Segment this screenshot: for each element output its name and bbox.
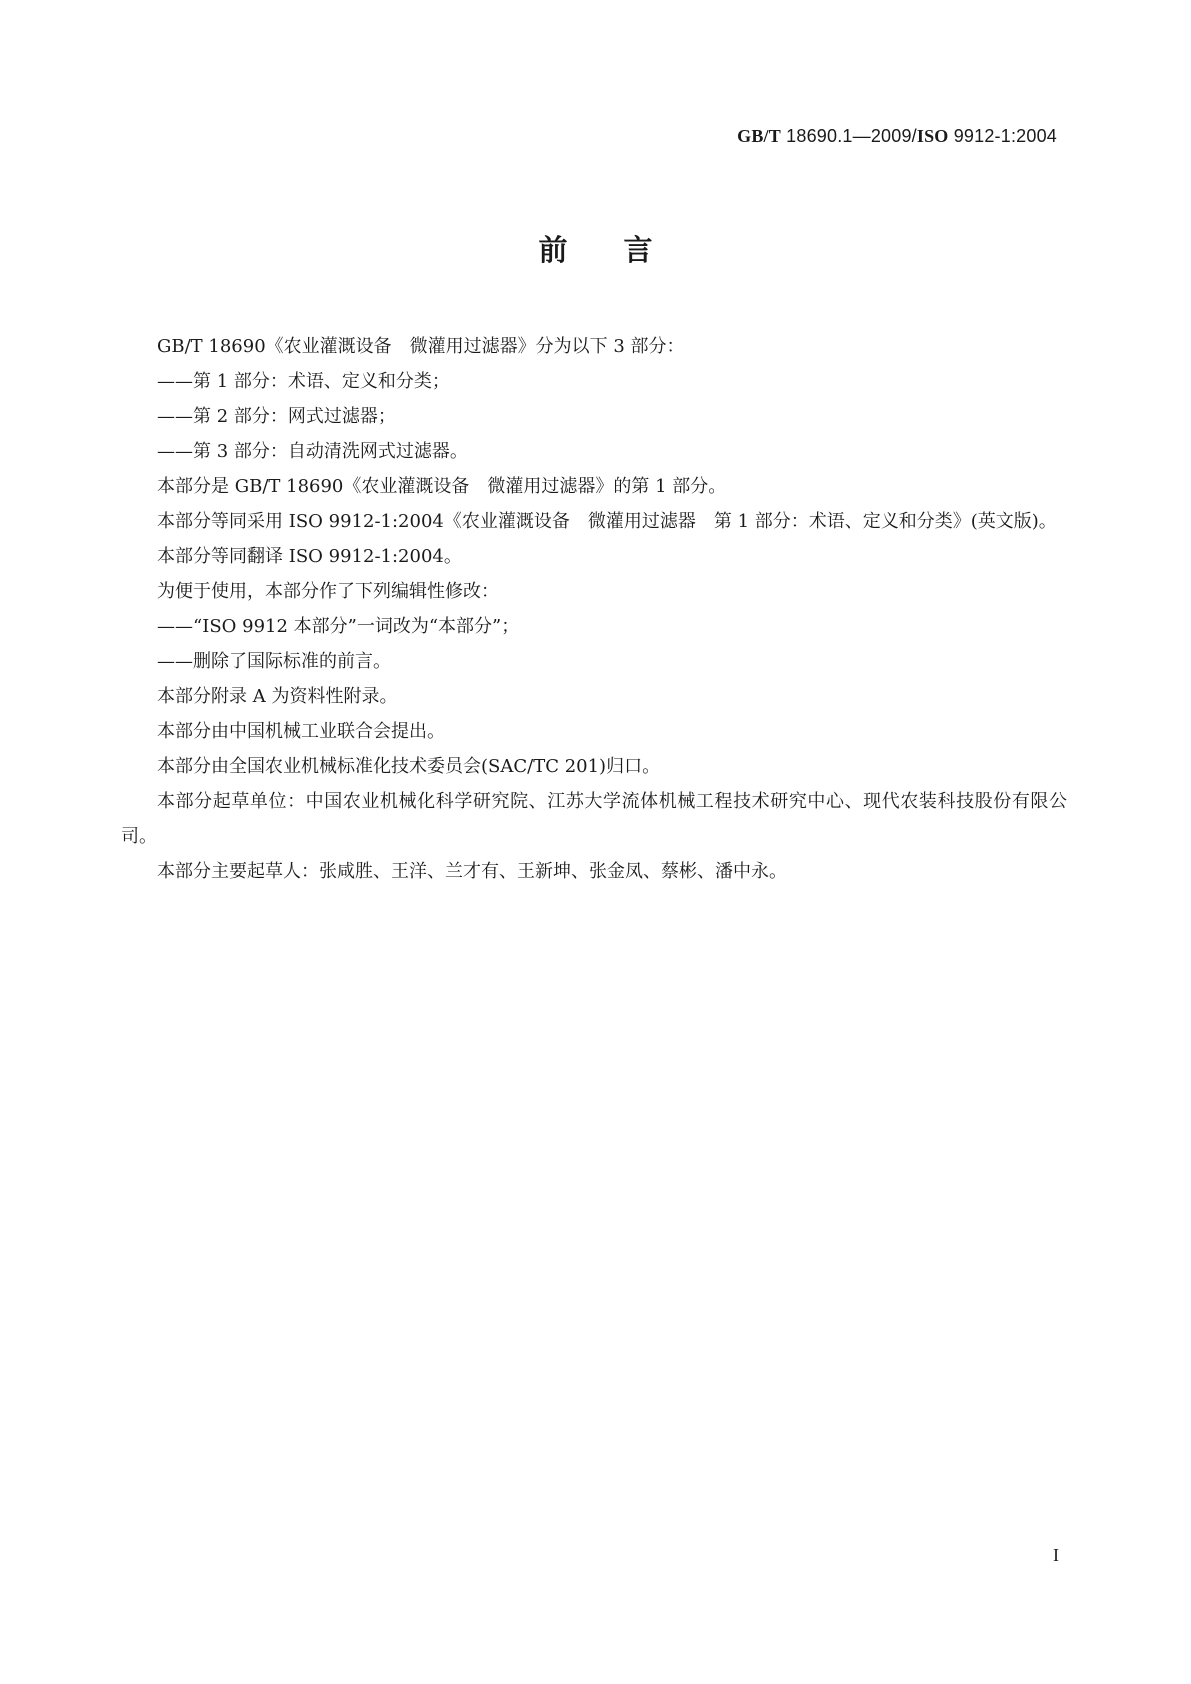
paragraph: 本部分主要起草人：张咸胜、王洋、兰才有、王新坤、张金凤、蔡彬、潘中永。 (157, 861, 787, 882)
paragraph: GB/T 18690《农业灌溉设备 微灌用过滤器》分为以下 3 部分： (157, 336, 685, 357)
paragraph: 本部分由全国农业机械标准化技术委员会(SAC/TC 201)归口。 (157, 756, 661, 777)
list-item: ——第 2 部分：网式过滤器； (157, 406, 396, 427)
page-title: 前言 (538, 233, 709, 267)
list-item: ——删除了国际标准的前言。 (157, 651, 391, 672)
list-item: ——“ISO 9912 本部分”一词改为“本部分”； (157, 616, 520, 637)
list-item: ——第 3 部分：自动清洗网式过滤器。 (157, 441, 468, 462)
iso-prefix: ISO (916, 126, 949, 146)
standard-code-header (737, 126, 1057, 147)
list-item: ——第 1 部分：术语、定义和分类； (157, 371, 450, 392)
paragraph: 为便于使用，本部分作了下列编辑性修改： (157, 581, 499, 602)
paragraph: 本部分起草单位：中国农业机械化科学研究院、江苏大学流体机械工程技术研究中心、现代农装科技股份有限公司。 (121, 791, 1067, 847)
paragraph: 本部分是 GB/T 18690《农业灌溉设备 微灌用过滤器》的第 1 部分。 (157, 476, 727, 497)
page-number: I (1053, 1545, 1059, 1565)
foreword-body (121, 329, 1067, 889)
paragraph: 本部分等同采用 ISO 9912-1:2004《农业灌溉设备 微灌用过滤器 第 1 部分：术语、定义和分类》(英文版)。 (157, 511, 1057, 532)
paragraph: 本部分由中国机械工业联合会提出。 (157, 721, 445, 742)
paragraph: 本部分附录 A 为资料性附录。 (157, 686, 398, 707)
paragraph: 本部分等同翻译 ISO 9912-1:2004。 (157, 546, 462, 567)
iso-number: 9912-1:2004 (948, 126, 1057, 146)
standard-prefix: GB/T (737, 126, 781, 146)
standard-number: 18690.1—2009/ (780, 126, 917, 146)
